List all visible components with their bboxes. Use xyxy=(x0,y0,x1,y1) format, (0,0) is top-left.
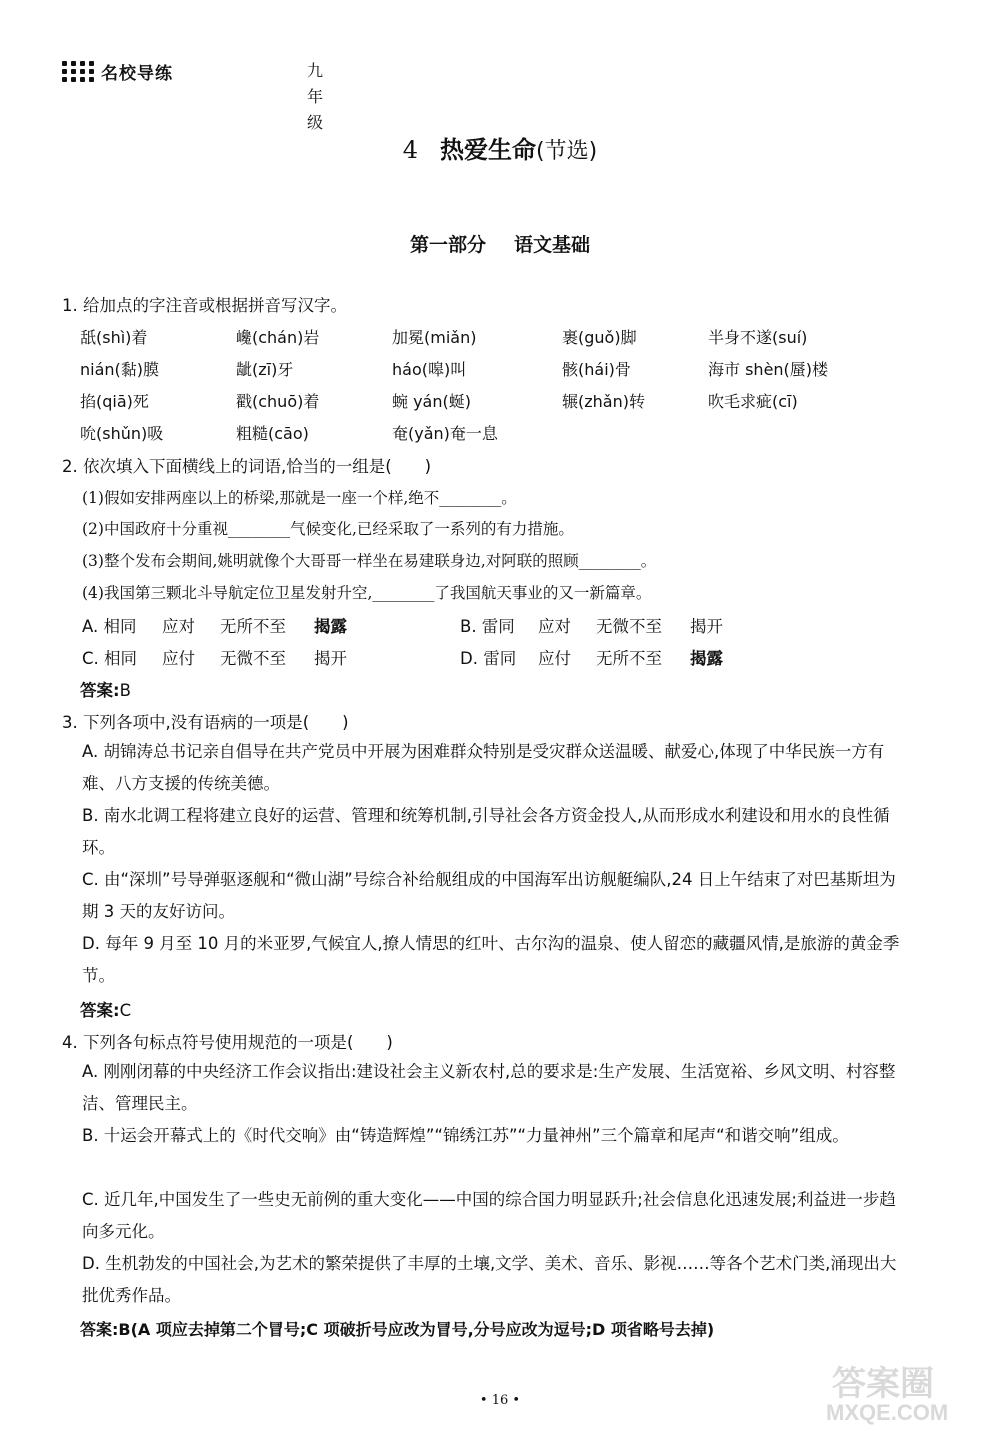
watermark-logo: 答案圈 xyxy=(832,1364,934,1404)
question-2-stem: 2. 依次填入下面横线上的词语,恰当的一组是( ) xyxy=(62,457,432,476)
q2-option-d: D. 雷同 应付 无所不至 揭露 xyxy=(460,649,723,668)
q1-item: 吹毛求疵(cī) xyxy=(708,392,798,411)
q1-item: 龇(zī)牙 xyxy=(236,360,294,379)
q1-item: 舐(shì)着 xyxy=(80,328,148,347)
q1-item: 海市 shèn(蜃)楼 xyxy=(708,360,829,379)
q3-option-c: C. 由“深圳”号导弹驱逐舰和“微山湖”号综合补给舰组成的中国海军出访舰艇编队,24 日上午结束了对巴基斯坦为期 3 天的友好访问。 xyxy=(82,870,896,921)
q1-item: 粗糙(cāo) xyxy=(236,424,309,443)
lesson-title-sub: (节选) xyxy=(536,139,598,164)
q4-option-a: A. 刚刚闭幕的中央经济工作会议指出:建设社会主义新农村,总的要求是:生产发展、生活宽裕、乡风文明、村容整洁、管理民主。 xyxy=(82,1062,896,1113)
q1-item: 吮(shǔn)吸 xyxy=(80,424,164,443)
running-header xyxy=(62,58,324,132)
question-4-stem: 4. 下列各句标点符号使用规范的一项是( ) xyxy=(62,1033,393,1052)
q1-item: háo(嗥)叫 xyxy=(392,360,467,379)
q1-item: 半身不遂(suí) xyxy=(708,328,808,347)
q4-option-b: B. 十运会开幕式上的《时代交响》由“铸造辉煌”“锦绣江苏”“力量神州”三个篇章和尾声“和谐交响”组成。 xyxy=(82,1126,849,1145)
q1-item: 辗(zhǎn)转 xyxy=(562,392,645,411)
q2-sentence: (3)整个发布会期间,姚明就像个大哥哥一样坐在易建联身边,对阿联的照顾________。 xyxy=(82,552,657,570)
q2-answer: 答案:B xyxy=(80,681,131,700)
q1-item: 奄(yǎn)奄一息 xyxy=(392,424,498,443)
q4-option-d: D. 生机勃发的中国社会,为艺术的繁荣提供了丰厚的土壤,文学、美术、音乐、影视……等各个艺术门类,涌现出大批优秀作品。 xyxy=(82,1254,897,1305)
q1-item: 巉(chán)岩 xyxy=(236,328,320,347)
q1-item: nián(黏)膜 xyxy=(80,360,160,379)
q3-option-b: B. 南水北调工程将建立良好的运营、管理和统筹机制,引导社会各方资金投人,从而形成水利建设和用水的良性循环。 xyxy=(82,806,890,857)
q1-item: 骸(hái)骨 xyxy=(562,360,631,379)
grade-label: 九年级 xyxy=(307,61,324,132)
series-brand: 名校导练 xyxy=(101,63,173,84)
q2-option-a: A. 相同 应对 无所不至 揭露 xyxy=(82,617,347,636)
q2-option-b: B. 雷同 应对 无微不至 揭开 xyxy=(460,617,723,636)
q1-item: 戳(chuō)着 xyxy=(236,392,320,411)
section-part: 第一部分 xyxy=(409,234,486,256)
watermark-url: MXQE.COM xyxy=(826,1400,949,1425)
q2-sentence: (2)中国政府十分重视________气候变化,已经采取了一系列的有力措施。 xyxy=(82,520,574,538)
q2-option-c: C. 相同 应付 无微不至 揭开 xyxy=(82,649,347,668)
lesson-number: 4 xyxy=(402,136,419,164)
q4-answer: 答案:B(A 项应去掉第二个冒号;C 项破折号应改为冒号,分号应改为逗号;D 项省略号去掉) xyxy=(80,1320,715,1339)
q3-option-a: A. 胡锦涛总书记亲自倡导在共产党员中开展为困难群众特别是受灾群众送温暖、献爱心,体现了中华民族一方有难、八方支援的传统美德。 xyxy=(82,742,885,793)
question-1-stem: 1. 给加点的字注音或根据拼音写汉字。 xyxy=(62,296,347,315)
lesson-title xyxy=(0,130,1000,165)
page-number: • 16 • xyxy=(479,1393,521,1408)
section-name: 语文基础 xyxy=(514,234,591,256)
q2-sentence: (4)我国第三颗北斗导航定位卫星发射升空,________了我国航天事业的又一新篇章。 xyxy=(82,584,652,602)
q1-item: 加冕(miǎn) xyxy=(392,328,477,347)
q4-option-c: C. 近几年,中国发生了一些史无前例的重大变化——中国的综合国力明显跃升;社会信息化迅速发展;利益进一步趋向多元化。 xyxy=(82,1190,896,1241)
question-3-stem: 3. 下列各项中,没有语病的一项是( ) xyxy=(62,713,349,732)
lesson-title-main: 热爱生命 xyxy=(440,136,537,164)
grid-dots-icon xyxy=(62,61,95,82)
q1-item: 掐(qiā)死 xyxy=(80,392,149,411)
q1-item: 裹(guǒ)脚 xyxy=(562,328,637,347)
q2-sentence: (1)假如安排两座以上的桥梁,那就是一座一个样,绝不________。 xyxy=(82,489,517,507)
q3-option-d: D. 每年 9 月至 10 月的米亚罗,气候宜人,撩人情思的红叶、古尔沟的温泉、使人留恋的藏疆风情,是旅游的黄金季节。 xyxy=(82,934,900,985)
section-heading xyxy=(0,230,1000,257)
q1-item: 蜿 yán(蜒) xyxy=(392,392,471,411)
q3-answer: 答案:C xyxy=(80,1001,132,1020)
